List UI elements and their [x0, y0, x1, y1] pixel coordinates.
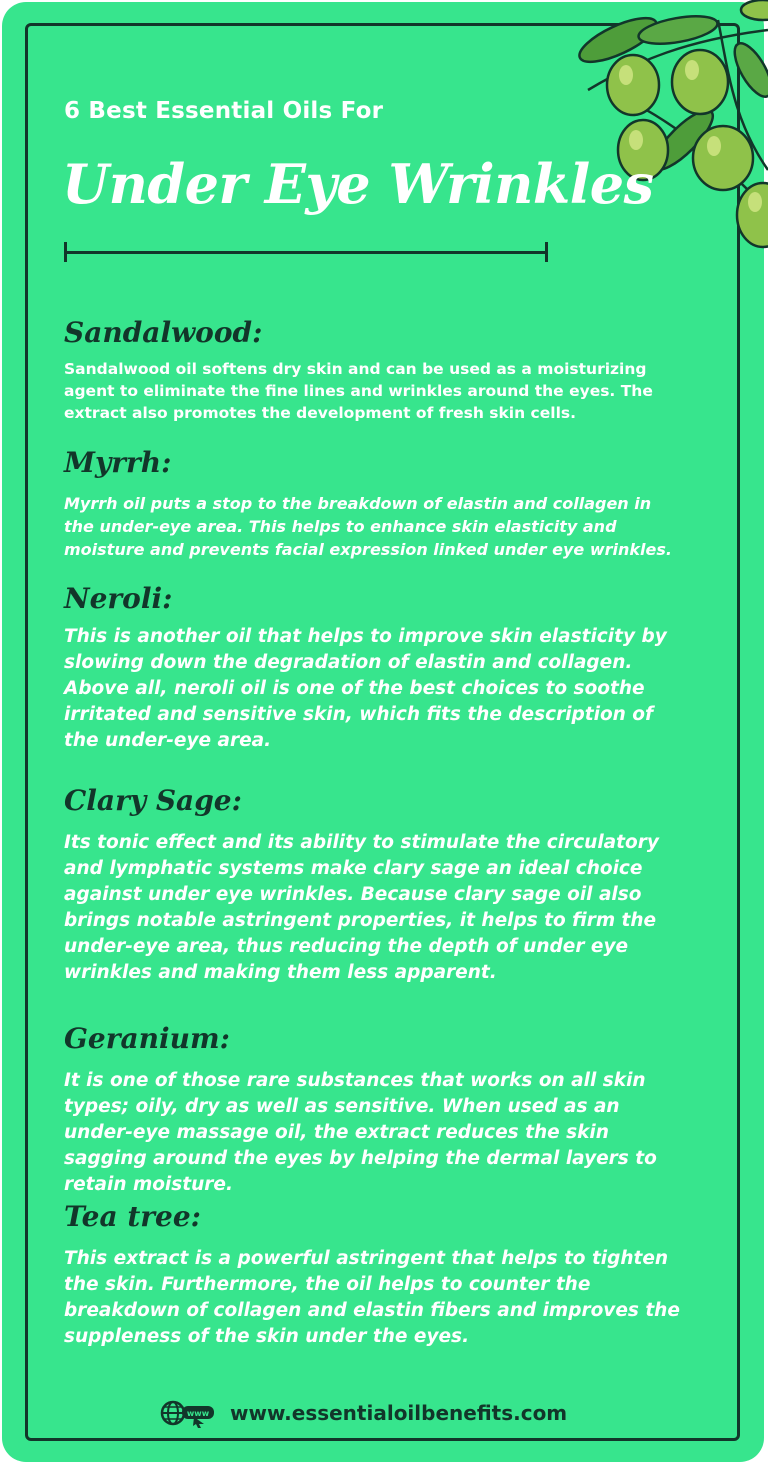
oil-section-clary-sage	[64, 784, 684, 986]
title-divider	[64, 242, 548, 262]
oil-description: Sandalwood oil softens dry skin and can be used as a moisturizing agent to eliminate the fine lines and wrinkles around the eyes. The extract also promotes the development of fresh skin cells.	[64, 360, 653, 422]
oil-heading: Clary Sage:	[64, 784, 242, 817]
oil-description: Myrrh oil puts a stop to the breakdown of elastin and collagen in the under-eye area. This helps to enhance skin elasticity and moisture and prevents facial expression linked under eye wrinkles.	[64, 494, 672, 559]
oil-heading: Sandalwood:	[64, 316, 263, 349]
header-subtitle: 6 Best Essential Oils For	[64, 98, 384, 124]
olive-branch-icon	[468, 0, 768, 260]
globe-web-icon	[160, 1398, 216, 1428]
oil-description: It is one of those rare substances that works on all skin types; oily, dry as well as sensitive. When used as an under-eye massage oil, the extract reduces the skin sagging around the eyes by helping the dermal layers to retain moisture.	[64, 1070, 657, 1195]
oil-heading: Geranium:	[64, 1022, 230, 1055]
oil-section-sandalwood	[64, 316, 684, 424]
page-title: Under Eye Wrinkles	[62, 152, 654, 216]
oil-description: This is another oil that helps to improve skin elasticity by slowing down the degradation of elastin and collagen. Above all, neroli oil is one of the best choices to soothe irritated and sensitive skin, which fits the description of the under-eye area.	[64, 626, 667, 751]
oil-section-tea-tree	[64, 1200, 684, 1350]
oil-heading: Tea tree:	[64, 1200, 201, 1233]
oil-section-geranium	[64, 1022, 684, 1198]
oil-heading: Myrrh:	[64, 446, 172, 479]
oil-heading: Neroli:	[64, 582, 173, 615]
oil-description: Its tonic effect and its ability to stimulate the circulatory and lymphatic systems make clary sage an ideal choice against under eye wrinkles. Because clary sage oil also brings notable astringent properties, it helps to firm the under-eye area, thus reducing the depth of under eye wrinkles and making them less apparent.	[64, 832, 659, 983]
oil-description: This extract is a powerful astringent that helps to tighten the skin. Furthermore, the oil helps to counter the breakdown of collagen and elastin fibers and improves the suppleness of the skin under the eyes.	[64, 1248, 680, 1347]
oil-section-neroli	[64, 582, 684, 754]
www-icon-text: www	[186, 1409, 210, 1418]
oil-section-myrrh	[64, 446, 684, 561]
footer	[160, 1398, 567, 1428]
website-url[interactable]: www.essentialoilbenefits.com	[230, 1401, 568, 1425]
